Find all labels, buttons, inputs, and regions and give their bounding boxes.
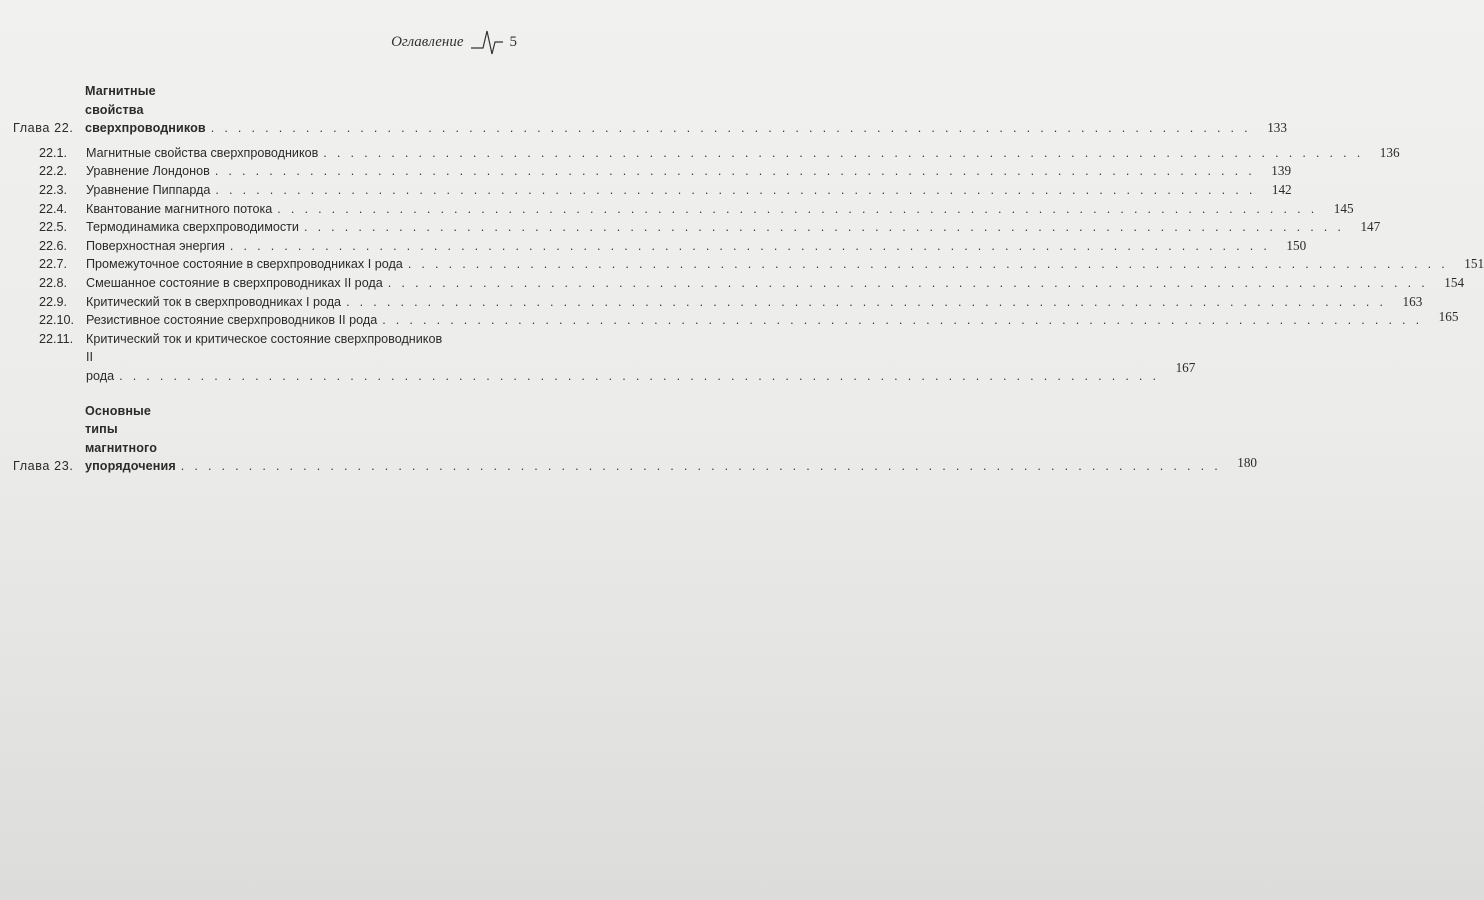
toc-section[interactable] <box>13 144 1400 163</box>
section-number: 22.9. <box>39 294 68 309</box>
toc-section[interactable] <box>13 293 1423 312</box>
leader-dots <box>341 293 1386 312</box>
section-page: 154 <box>1444 274 1465 290</box>
chapter-title: Основные типы магнитного упорядочения <box>85 403 176 474</box>
page-number: 5 <box>509 33 517 50</box>
section-title: Резистивное состояние сверхпроводников II рода <box>86 313 378 328</box>
section-page: 147 <box>1360 219 1381 235</box>
section-number: 22.11. <box>39 331 74 346</box>
section-number: 22.4. <box>39 201 68 216</box>
pulse-wave-icon <box>470 28 504 56</box>
leader-dots <box>299 218 1344 237</box>
chapter-label: Глава 23. <box>13 459 74 474</box>
leader-dots <box>403 255 1448 274</box>
toc-section[interactable] <box>13 309 1459 330</box>
leader-dots <box>206 119 1251 138</box>
section-page: 136 <box>1379 144 1400 160</box>
chapter-label: Глава 22. <box>13 121 74 136</box>
section-number: 22.7. <box>39 257 68 272</box>
section-page: 150 <box>1286 237 1307 253</box>
section-page: 165 <box>1438 309 1459 325</box>
section-title-line-1: Критический ток и критическое состояние сверхпроводников <box>86 331 443 346</box>
leader-dots <box>210 181 1255 200</box>
toc-section[interactable] <box>13 330 1196 386</box>
toc-chapter-22[interactable] <box>13 82 1287 138</box>
section-number: 22.2. <box>39 164 68 179</box>
section-page: 151 <box>1464 256 1484 272</box>
leader-dots <box>383 274 1428 293</box>
section-page: 163 <box>1402 293 1423 309</box>
section-page: 167 <box>1175 359 1196 375</box>
leader-dots <box>225 237 1270 256</box>
toc-section[interactable] <box>13 200 1354 219</box>
leader-dots <box>210 162 1255 181</box>
table-of-contents <box>13 82 1484 476</box>
section-number: 22.10. <box>39 313 75 328</box>
section-title: Критический ток в сверхпроводниках I рода <box>86 294 342 309</box>
section-number: 22.1. <box>39 145 68 160</box>
toc-chapter-23[interactable] <box>13 402 1258 476</box>
chapter-page: 180 <box>1237 455 1258 471</box>
running-head-title: Оглавление <box>391 33 464 50</box>
section-title: Поверхностная энергия <box>86 238 225 253</box>
section-number: 22.6. <box>39 238 68 253</box>
leader-dots <box>377 311 1422 330</box>
section-number: 22.5. <box>39 220 68 235</box>
section-title: Магнитные свойства сверхпроводников <box>86 145 319 160</box>
section-number: 22.3. <box>39 182 68 197</box>
leader-dots <box>176 457 1221 476</box>
chapter-title: Магнитные свойства сверхпроводников <box>85 84 206 136</box>
section-title: Смешанное состояние в сверхпроводниках II рода <box>86 275 383 290</box>
section-page: 145 <box>1333 200 1354 216</box>
section-title: Квантование магнитного потока <box>86 201 273 216</box>
section-title: Термодинамика сверхпроводимости <box>86 220 299 235</box>
toc-section[interactable] <box>13 218 1381 237</box>
running-head <box>391 28 517 56</box>
section-number: 22.8. <box>39 275 68 290</box>
toc-section[interactable] <box>13 237 1307 256</box>
toc-section[interactable] <box>13 181 1292 200</box>
section-page: 142 <box>1271 181 1292 197</box>
section-title: Уравнение Лондонов <box>86 164 210 179</box>
section-title: Уравнение Пиппарда <box>86 182 211 197</box>
section-page: 139 <box>1271 163 1292 179</box>
section-title-line-2: II рода <box>86 350 115 383</box>
section-title: Промежуточное состояние в сверхпроводниках I рода <box>86 257 403 272</box>
leader-dots <box>114 367 1159 386</box>
toc-section[interactable] <box>13 255 1484 274</box>
toc-section[interactable] <box>13 274 1465 293</box>
chapter-page: 133 <box>1267 120 1287 136</box>
leader-dots <box>318 144 1363 163</box>
leader-dots <box>272 200 1317 219</box>
toc-section[interactable] <box>13 162 1292 181</box>
